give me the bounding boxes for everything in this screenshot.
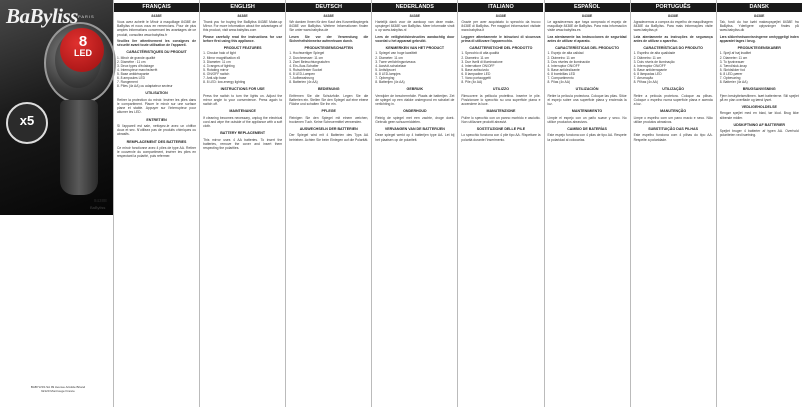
features-heading: KENMERKEN VAN HET PRODUCT [385,46,445,51]
battery-paragraph: Der Spiegel wird mit 4 Batterien des Typs AA betrieben. Achten Sie beim Einlegen auf die Polarität. [289,133,369,142]
mirror-stand-image [60,100,98,195]
feature-item: 3. To lysniveauer [719,59,745,64]
feature-item: 5. Base antiscivolo [461,67,489,72]
feature-item: 7. Arrumação [633,75,654,80]
language-heading: NEDERLANDS [372,3,457,12]
battery-paragraph: Lo specchio funziona con 4 pile tipo AA. Rispettare la polarità durante l'inserimento. [461,133,541,142]
safety-note: Læs sikkerhedsanvisningerne omhyggeligt inden apparatet tages i brug. [719,34,799,43]
feature-item: 7. Opberging [375,75,395,80]
usage-heading: BEDIENUNG [317,87,340,92]
maintenance-paragraph: Rengør spejlet med en blød, tør klud. Brug ikke slibende midler. [719,111,799,120]
feature-item: 2. Durchmesser: 11 cm [289,55,324,60]
feature-item: 8. Pilas (4x AA) [547,80,571,85]
feature-item: 8. Batterier (4x AA) [719,80,748,85]
model-number: 8438E [237,14,248,18]
feature-item: 6. 8 lâmpadas LED [633,71,662,76]
maintenance-heading: VEDLIGEHOLDELSE [741,104,777,109]
feature-item: 3. Due livelli di illuminazione [461,59,503,64]
led-label: LED [74,48,92,58]
feature-item: 2. Diametro: 11 cm [461,55,489,60]
safety-note: Lea atentamente las instrucciones de seguridad antes de utilizar el aparato. [547,34,627,43]
feature-item: 1. Hochwertiger Spiegel [289,51,325,56]
language-column [716,0,802,407]
battery-heading: CAMBIO DE BATERÍAS [567,127,607,131]
feature-item: 8. Pilhas (4x AA) [633,80,658,85]
language-column [199,0,285,407]
feature-item: 1. Spejl af høj kvalitet [719,51,752,56]
feature-item: 6. 8 bombillas LED [547,71,576,76]
usage-paragraph: Verwijder de beschermfolie. Plaats de batterijen. Zet de spiegel op een vlakke ondergrond en schakel de verlichting in. [375,93,455,106]
maintenance-heading: MANTENIMIENTO [571,109,603,114]
feature-item: 4. Interruptor ON/OFF [633,63,666,68]
intro-paragraph: Le agradecemos que haya comprado el espejo de maquillaje 8438E de BaByliss. Para más información visite www.babyliss.es [547,20,627,33]
feature-item: 1. Miroir de grande qualité [117,55,156,60]
language-heading: FRANÇAIS [114,3,199,12]
battery-paragraph: Deze spiegel werkt op 4 batterijen type AA. Let bij het plaatsen op de polariteit. [375,133,455,142]
features-heading: CARACTÉRISTIQUES DU PRODUIT [126,50,187,55]
feature-item: 2. Diámetro: 11 cm [547,55,576,60]
led-number: 8 [78,33,88,50]
feature-item: 7. Aufbewahrung [289,75,314,80]
feature-item: 8. Batterien (4x AA) [289,80,318,85]
maintenance-heading: ENTRETIEN [146,117,167,122]
model-number: 8438E [667,14,679,18]
maintenance-paragraph: Limpe o espelho com um pano macio e seco. Não utilize produtos abrasivos. [633,115,713,124]
language-column [544,0,630,407]
feature-item: 3. Dos niveles de iluminación [547,59,591,64]
brand-logo: BaByliss [6,4,78,28]
maintenance-heading: ONDERHOUD [403,109,427,114]
maintenance-paragraph: Si l'appareil est sale, nettoyez-le avec un chiffon doux et sec. N'utilisez pas de produits chimiques ou abrasifs. [117,124,197,137]
language-column [457,0,543,407]
maintenance-paragraph: Reinigen Sie den Spiegel mit einem weichen, trockenen Tuch. Keine Scheuermittel verwenden. [289,115,369,124]
battery-paragraph: Este espelho funciona com 4 pilhas do tipo AA. Respeite a polaridade. [633,133,713,142]
usage-paragraph: Fjern beskyttelsesfilmen. Isæt batterierne. Stil spejlet på en plan overflade og tænd lyset. [719,93,799,102]
feature-item: 5. Base antidérapante [117,72,150,76]
intro-paragraph: Wir danken Ihnen für den Kauf des Kosmetikspiegels 8438E von BaByliss. Weitere Informationen finden Sie unter www.babyliss.de [289,20,369,33]
battery-heading: SOSTITUZIONE DELLE PILE [476,127,526,131]
intro-paragraph: Thank you for buying the BaByliss 8438E Make-up Mirror. For more information about the advantages of this product, visit www.babyliss.com [203,20,283,33]
language-column [371,0,457,407]
feature-item: 3. Deux types d'éclairage [117,63,154,68]
maintenance-paragraph: If cleaning becomes necessary, unplug the electrical cord and wipe the outside of the appliance with a soft cloth. [203,115,283,128]
language-column [113,0,199,407]
feature-item: 3. Diameter: 11 cm [203,59,231,64]
safety-note: Leia atentamente as instruções de segurança antes de utilizar o aparelho. [633,34,713,43]
brand-sub: PARIS [78,14,95,19]
maintenance-heading: MANUTENZIONE [486,109,516,114]
language-heading: ESPAÑOL [545,3,630,12]
feature-item: 6. 8 lampadine LED [461,71,491,76]
feature-item: 5. Skridsikker fod [719,67,745,72]
usage-heading: UTILISATION [145,91,168,96]
features-heading: PRODUKTEGENSKABER [737,46,781,51]
feature-item: 2. Diâmetro: 11 cm [633,55,662,60]
feature-item: 4. Interrupteur marche/arrêt [117,67,158,72]
usage-heading: GEBRUIK [406,87,424,92]
feature-item: 1. Spiegel van hoge kwaliteit [375,51,418,56]
feature-item: 4. Tænd/sluk-knap [719,63,747,68]
model-number: 8438E [495,14,507,18]
model-number: 8438E [151,14,162,18]
usage-paragraph: Rimuovere la pellicola protettiva. Inserire le pile. Posizionare lo specchio su una superficie piana e accendere la luce. [461,93,541,106]
feature-item: 2. Diameter: 11 cm [719,55,748,60]
maintenance-heading: MANUTENÇÃO [660,109,687,114]
battery-paragraph: Ce miroir fonctionne avec 4 piles de type AA. Retirer le couvercle du compartiment, insérer les piles en respectant la polarité, puis refermer. [117,146,197,159]
feature-item: 2. Diameter: 11 cm [375,55,403,60]
model-number: 8438E [581,14,593,18]
zoom-label: x5 [19,113,35,128]
language-heading: ITALIANO [458,3,543,12]
feature-item: 8. Batterijen (4x AA) [375,80,405,85]
feature-item: 7. Vano portaoggetti [461,75,491,80]
feature-item: 2. Diamètre : 11 cm [117,59,146,64]
cover-address: BABYLISS SA 99 Avenue Aristide Briand 92120 Montrouge France [30,385,86,393]
usage-heading: UTILIZAÇÃO [662,87,685,92]
feature-item: 1. Espelho de alta qualidade [633,51,676,56]
usage-paragraph: Retirer la protection du miroir. Insérer les piles dans le compartiment. Placer le miroir sur une surface plane et stable. Appuyer sur l'interrupteur pour allumer les LED. [117,97,197,115]
usage-paragraph: Entfernen Sie die Schutzfolie. Legen Sie die Batterien ein. Stellen Sie den Spiegel auf eine ebene Fläche und schalten Sie ihn ein. [289,93,369,106]
safety-note: Please carefully read the instructions for use before first using this appliance. [203,34,283,43]
battery-heading: VERVANGEN VAN DE BATTERIJEN [384,127,445,131]
safety-note: Lesen Sie vor der Verwendung die Sicherheitshinweise aufmerksam durch. [289,34,369,43]
feature-item: 6. 8 LED-pærer [719,71,743,76]
model-number: 8438E [409,14,421,18]
cover-model-sub: BaByliss [90,205,106,210]
battery-heading: UDSKIFTNING AF BATTERIER [733,122,785,127]
features-heading: CARACTERÍSTICAS DEL PRODUCTO [555,46,620,51]
feature-item: 4. Aan/uit-schakelaar [375,63,407,68]
battery-heading: SUBSTITUIÇÃO DAS PILHAS [648,127,698,131]
maintenance-paragraph: Limpie el espejo con un paño suave y seco. No utilice productos abrasivos. [547,115,627,124]
feature-item: 7. Opbevaring [719,75,741,80]
feature-item: 8. Piles (4x AA) ou adaptateur secteur [117,84,173,89]
feature-item: 2. Mirror magnification x5 [203,55,241,60]
language-heading: DANSK [717,3,802,12]
language-heading: ENGLISH [200,3,285,12]
maintenance-heading: PFLEGE [321,109,336,114]
intro-paragraph: Agradecemos a compra do espelho de maquilhagem 8438E da BaByliss. Para mais informações visite www.babyliss.pt [633,20,713,33]
feature-item: 7. Compartimento [547,75,574,80]
language-heading: DEUTSCH [286,3,371,12]
usage-paragraph: Press the switch to turn the lights on. Adjust the mirror angle to your convenience. Press again to switch off. [203,93,283,106]
usage-paragraph: Retire la película protectora. Coloque las pilas. Sitúe el espejo sobre una superficie plana y encienda la luz. [547,93,627,106]
feature-item: 5. Antislipvoet [375,67,396,72]
battery-paragraph: Este espejo funciona con 4 pilas de tipo AA. Respete la polaridad al colocarlas. [547,133,627,142]
model-number: 8438E [754,14,765,18]
model-number: 8438E [323,14,334,18]
feature-item: 6. 8 LED-lampjes [375,71,401,76]
feature-item: 4. Ein-/Aus-Schalter [289,63,319,68]
feature-item: 1. Specchio di alta qualità [461,51,499,56]
feature-item: 7. Anti-slip base [203,75,227,80]
safety-note: Leggere attentamente le istruzioni di sicurezza prima di utilizzare l'apparecchio. [461,34,541,43]
safety-note: Lees de veiligheidsinstructies aandachtig door voordat u het apparaat gebruikt. [375,34,455,43]
feature-item: 4. Interruptor ON/OFF [547,63,580,68]
features-heading: PRODUCT FEATURES [223,46,262,51]
usage-heading: UTILIZZO [492,87,510,92]
battery-paragraph: This mirror uses 4 AA batteries. To insert the batteries, remove the cover and insert them respecting the polarities. [203,137,283,151]
intro-paragraph: Grazie per aver acquistato lo specchio da trucco 8438E di BaByliss. Per maggiori informazioni visitate www.babyliss.it [461,20,541,33]
feature-item: 7. Rangement [117,80,138,85]
feature-item: 3. Twee verlichtingsniveaus [375,59,416,64]
battery-heading: BATTERY REPLACEMENT [220,131,266,136]
maintenance-paragraph: Reinig de spiegel met een zachte, droge doek. Gebruik geen schuurmiddelen. [375,115,455,124]
battery-heading: AUSWECHSELN DER BATTERIEN [299,127,358,131]
usage-heading: UTILIZACIÓN [575,87,599,92]
feature-item: 6. ON/OFF switch [203,71,230,76]
feature-item: 5. Rotating mirror [203,67,229,72]
features-heading: PRODUKTEIGENSCHAFTEN [304,46,353,51]
cover-model: 8438E [94,198,108,203]
language-column [285,0,371,407]
feature-item: 4. 3 ranges of lighting [203,63,235,68]
intro-paragraph: Vous avez acheté le Miroir à maquillage 8438E de BaByliss et nous vous en remercions. Pour de plus amples informations concernant les avantages de ce produit, consultez www.babyliss.fr [117,20,197,37]
feature-item: 8. 8 LED: low-energy lighting [203,80,246,85]
usage-heading: BRUGSANVISNING [742,87,776,92]
usage-paragraph: Retire a película protetora. Coloque as pilhas. Coloque o espelho numa superfície plana e acenda a luz. [633,93,713,106]
feature-item: 5. Base antiderrapante [633,67,667,72]
cover-panel [0,0,113,407]
features-heading: CARATTERISTICHE DEL PRODOTTO [469,46,533,51]
feature-item: 1. Espejo de alta calidad [547,51,584,56]
battery-paragraph: Spejlet bruger 4 batterier af typen AA. Overhold polariteten ved isætning. [719,129,799,138]
feature-item: 3. Zwei Beleuchtungsstufen [289,59,330,64]
feature-item: 5. Rutschfester Sockel [289,67,323,72]
intro-paragraph: Hartelijk dank voor de aankoop van deze make-upspiegel 8438E van BaByliss. Meer informatie vindt u op www.babyliss.nl [375,20,455,33]
intro-paragraph: Tak, fordi du har købt makeupspejlet 8438E fra BaByliss. Yderligere oplysninger findes på www.babyliss.dk [719,20,799,33]
feature-item: 8. Pile (4x AA) [461,80,483,85]
feature-item: 1. Circular halo of light [203,51,236,56]
safety-note: Veuillez lire attentivement les consignes de sécurité avant toute utilisation de l'appareil. [117,38,197,48]
feature-item: 4. Interruttore ON/OFF [461,63,495,68]
feature-item: 3. Dois níveis de iluminação [633,59,675,64]
language-heading: PORTUGUÊS [631,3,716,12]
maintenance-paragraph: Pulire lo specchio con un panno morbido e asciutto. Non utilizzare prodotti abrasivi. [461,115,541,124]
language-column [630,0,716,407]
battery-heading: REMPLACEMENT DES BATTERIES [126,139,187,144]
feature-item: 5. Base antideslizante [547,67,580,72]
features-heading: CARACTERÍSTICAS DO PRODUTO [643,46,703,51]
feature-item: 6. 8 ampoules LED [117,76,146,81]
maintenance-heading: MAINTENANCE [229,109,256,114]
feature-item: 6. 8 LED-Lampen [289,71,316,76]
usage-heading: INSTRUCTIONS FOR USE [220,87,265,92]
